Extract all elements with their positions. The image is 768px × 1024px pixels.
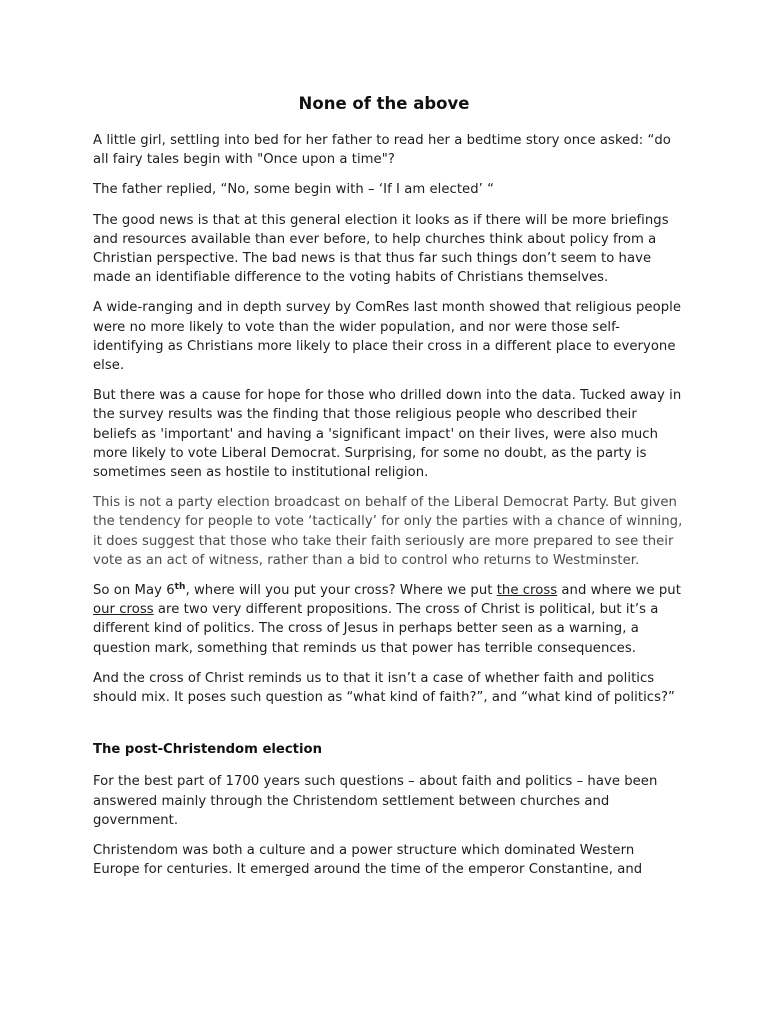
paragraph-christendom-culture: Christendom was both a culture and a power structure which dominated Western Europe for centuries. It emerged around the time of the emperor Constantine, and	[93, 843, 643, 878]
underlined-the-cross: the cross	[496, 583, 558, 599]
document-title: None of the above	[298, 94, 470, 113]
may-sixth-text-4: are two very different propositions. The cross of Christ is political, but it’s a different kind of politics. The cross of Jesus in perhaps better seen as a warning, a question mark, something that reminds us that power has terrible consequences.	[93, 602, 659, 656]
paragraph-cause-for-hope: But there was a cause for hope for those who drilled down into the data. Tucked away in the survey results was the finding that those religious people who described their beliefs as 'important' and having a 'significant impact' on their lives, were also much more likely to vote Liberal Democrat. Surprising, for some no doubt, as the party is sometimes seen as hostile to institutional religion.	[93, 388, 682, 481]
paragraph-good-news: The good news is that at this general election it looks as if there will be more briefings and resources available than ever before, to help churches think about policy from a Christian perspective. The bad news is that thus far such things don’t seem to have made an identifiable difference to the voting habits of Christians themselves.	[93, 212, 669, 286]
paragraph-father-reply: The father replied, “No, some begin with – ‘If I am elected’ “	[93, 182, 495, 198]
document-body	[93, 131, 683, 891]
paragraph-not-party-broadcast: This is not a party election broadcast on behalf of the Liberal Democrat Party. But given the tendency for people to vote ‘tactically’ for only the parties with a chance of winning, it does suggest that those who take their faith seriously are more prepared to see their vote as an act of witness, rather than a bid to control who returns to Westminster.	[93, 495, 683, 568]
may-sixth-text-2: , where will you put your cross? Where we put	[185, 583, 497, 599]
ordinal-suffix: th	[174, 582, 186, 593]
section-heading: The post-Christendom election	[93, 742, 322, 758]
may-sixth-text-3: and where we put	[557, 583, 681, 599]
paragraph-may-sixth	[93, 581, 683, 658]
paragraph-comres-survey: A wide-ranging and in depth survey by ComRes last month showed that religious people were no more likely to vote than the wider population, and nor were those self-identifying as Christians more likely to place their cross in a different place to everyone else.	[93, 300, 682, 374]
may-sixth-text-1: So on May 6	[93, 583, 175, 599]
paragraph-fairy-tale-question: A little girl, settling into bed for her father to read her a bedtime story once asked: “do all fairy tales begin with "Once upon a time"?	[93, 133, 671, 168]
paragraph-1700-years: For the best part of 1700 years such questions – about faith and politics – have been answered mainly through the Christendom settlement between churches and government.	[93, 774, 658, 828]
underlined-our-cross: our cross	[93, 602, 154, 618]
paragraph-cross-of-christ: And the cross of Christ reminds us to that it isn’t a case of whether faith and politics should mix. It poses such question as “what kind of faith?”, and “what kind of politics?”	[93, 670, 675, 706]
